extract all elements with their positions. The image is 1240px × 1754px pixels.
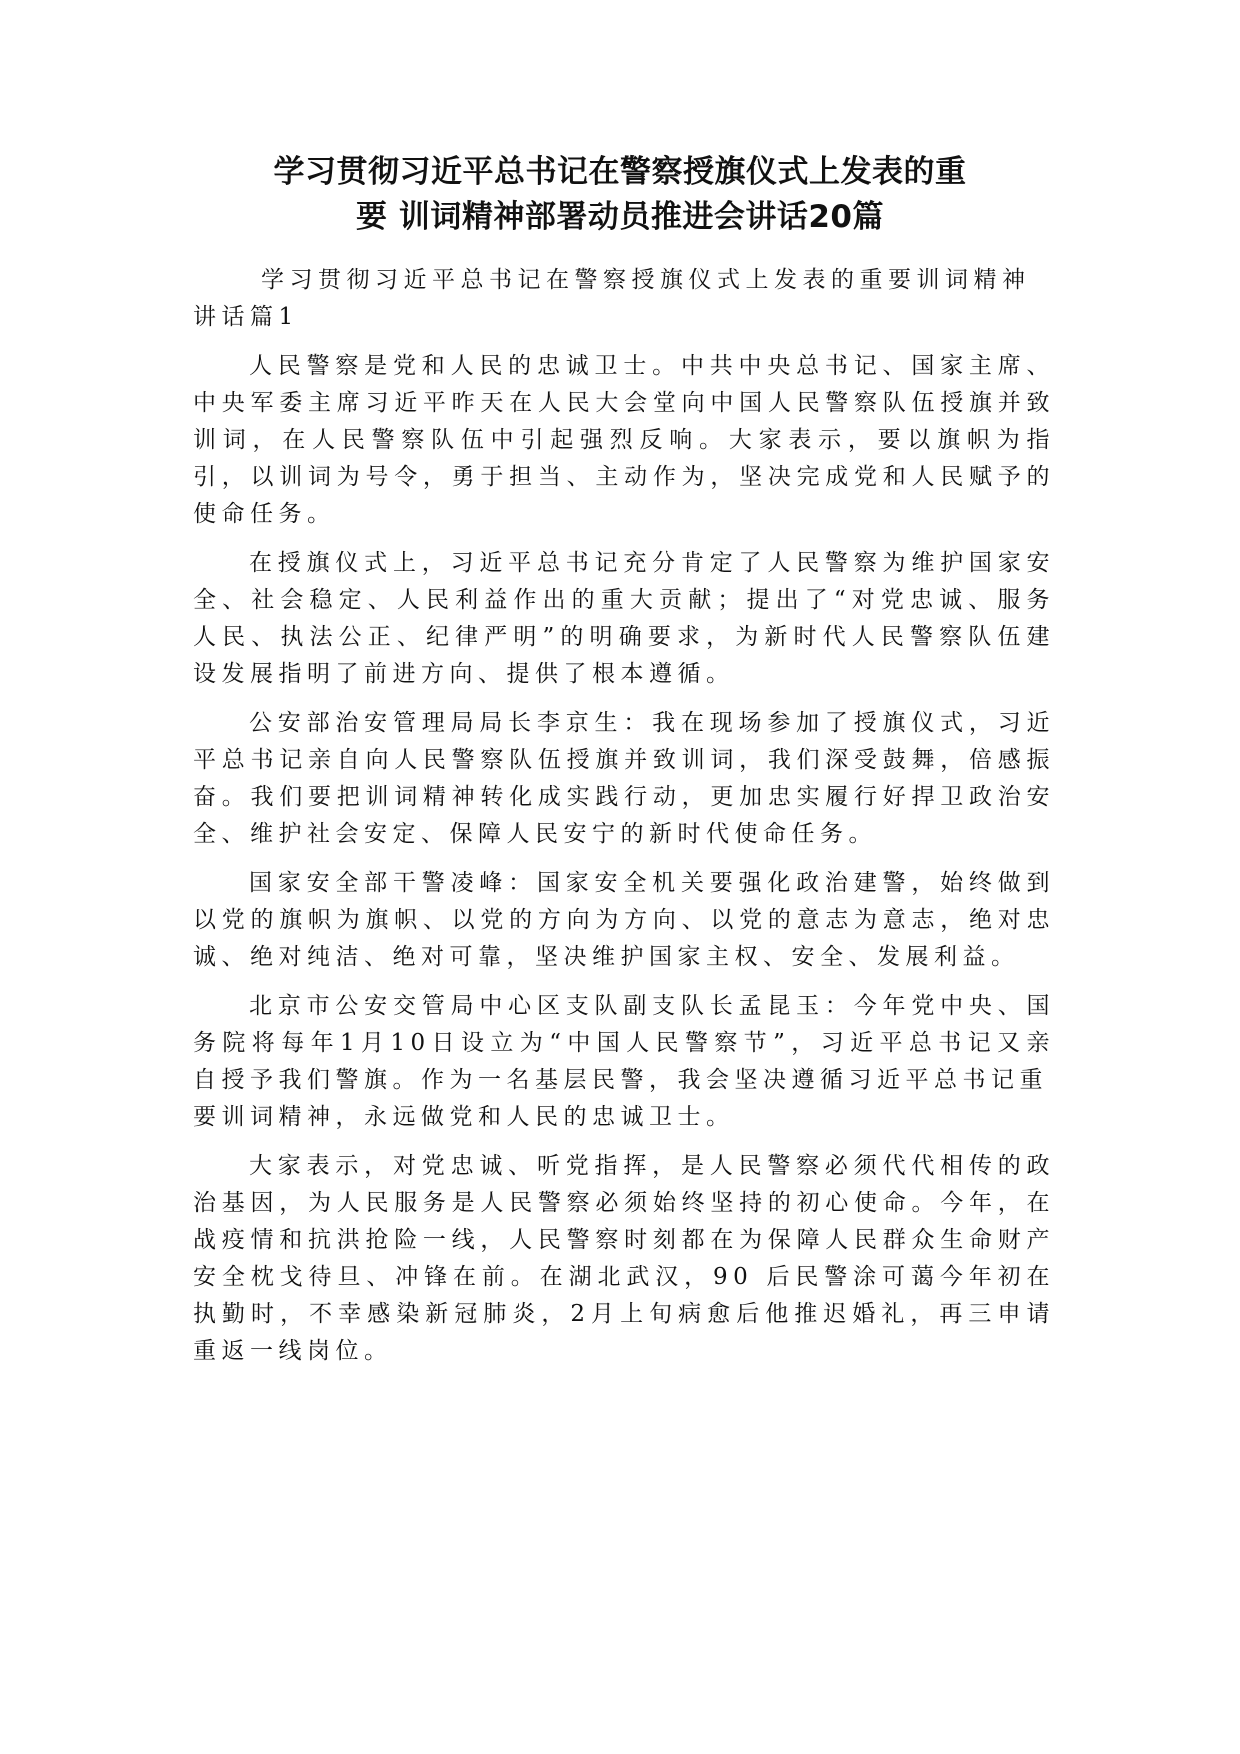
paragraph-6: 大家表示，对党忠诚、听党指挥，是人民警察必须代代相传的政治基因，为人民服务是人民警察必须始终坚持的初心使命。今年，在战疫情和抗洪抢险一线，人民警察时刻都在为保障人民群众生命财产安全枕戈待旦、冲锋在前。在湖北武汉，90 后民警涂可蔼今年初在执勤时，不幸感染新冠肺炎，2月上旬病愈后他推迟婚礼，再三申请 重返一线岗位。 [193, 1153, 1055, 1364]
paragraph-5-continuation: 要训词精神，永远做党和人民的忠诚卫士。 [193, 1104, 735, 1130]
section-subheading: 学习贯彻习近平总书记在警察授旗仪式上发表的重要训词精神讲话篇1 [193, 267, 1031, 330]
document-title [150, 150, 1090, 240]
paragraph-1: 人民警察是党和人民的忠诚卫士。中共中央总书记、国家主席、中央军委主席习近平昨天在人民大会堂向中国人民警察队伍授旗并致训词，在人民警察队伍中引起强烈反响。大家表示，要以旗帜为指引，以训词为号令，勇于担当、主动作为，坚决完成党和人民赋予的使命任务。 [193, 353, 1055, 527]
paragraph-2: 在授旗仪式上，习近平总书记充分肯定了人民警察为维护国家安全、社会稳定、人民利益作出的重大贡献；提出了“对党忠诚、服务人民、执法公正、纪律严明”的明确要求，为新时代人民警察队伍建设发展指明了前进方向、提供了根本遵循。 [193, 550, 1055, 687]
title-line-2: 要 训词精神部署动员推进会讲话20篇 [356, 199, 884, 235]
document-body [193, 262, 1055, 1382]
paragraph-5: 北京市公安交管局中心区支队副支队长孟昆玉：今年党中央、国务院将每年1月10日设立为“中国人民警察节”，习近平总书记又亲 自授予我们警旗。作为一名基层民警，我会坚决遵循习近平总书记重 [193, 993, 1055, 1093]
title-line-1: 学习贯彻习近平总书记在警察授旗仪式上发表的重 [273, 154, 967, 190]
paragraph-4: 国家安全部干警凌峰：国家安全机关要强化政治建警，始终做到以党的旗帜为旗帜、以党的方向为方向、以党的意志为意志，绝对忠诚、绝对纯洁、绝对可靠，坚决维护国家主权、安全、发展利益。 [193, 870, 1055, 970]
paragraph-3: 公安部治安管理局局长李京生：我在现场参加了授旗仪式，习近平总书记亲自向人民警察队伍授旗并致训词，我们深受鼓舞，倍感振奋。我们要把训词精神转化成实践行动，更加忠实履行好捍卫政治安全、维护社会安定、保障人民安宁的新时代使命任务。 [193, 710, 1055, 847]
